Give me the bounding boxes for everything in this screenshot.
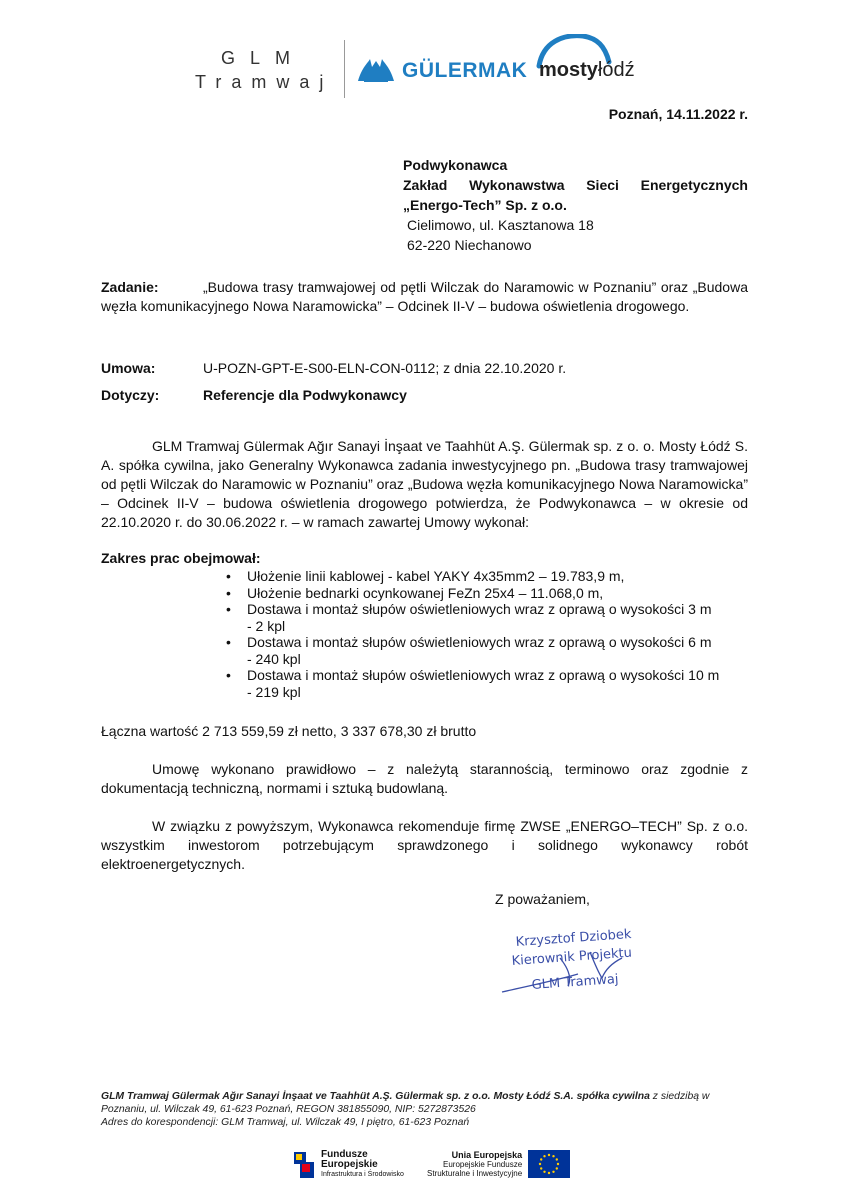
- gulermak-logo: [356, 55, 527, 87]
- recipient-city: 62-220 Niechanowo: [407, 237, 532, 253]
- task-label: Zadanie:: [101, 279, 159, 295]
- unia-europejska-logo: [427, 1150, 570, 1178]
- scope-item: [225, 667, 745, 700]
- mosty-lodz-logo: [533, 34, 663, 88]
- glm-logo-line1: GLM: [221, 48, 306, 68]
- total-value: Łączna wartość 2 713 559,59 zł netto, 3 337 678,30 zł brutto: [101, 723, 477, 739]
- letter-date: Poznań, 14.11.2022 r.: [608, 106, 748, 122]
- eu-star: [543, 1171, 545, 1173]
- glm-logo-line2: Tramwaj: [195, 72, 334, 92]
- gulermak-emblem-icon: [356, 57, 396, 85]
- recipient-name-line1: Zakład Wykonawstwa Sieci Energetycznych: [403, 177, 748, 193]
- gulermak-wordmark: GÜLERMAK: [402, 59, 528, 82]
- footer-correspondence: Adres do korespondencji: GLM Tramwaj, ul. Wilczak 49, I piętro, 61-623 Poznań: [101, 1117, 470, 1128]
- paragraph-2-text: Umowę wykonano prawidłowo – z należytą starannością, terminowo oraz zgodnie z dokumentacją techniczną, normami i sztuką budowlaną.: [101, 761, 748, 796]
- scope-item-text: Ułożenie linii kablowej - kabel YAKY 4x35mm2 – 19.783,9 m,: [247, 568, 625, 584]
- task-block: [101, 278, 748, 316]
- eu-star: [556, 1158, 558, 1160]
- recipient-name-line2: „Energo-Tech” Sp. z o.o.: [403, 197, 567, 213]
- recipient-street: Cielimowo, ul. Kasztanowa 18: [407, 217, 594, 233]
- footer-company-name: GLM Tramwaj Gülermak Ağır Sanayi İnşaat ve Taahhüt A.Ş. Gülermak sp. z o.o. Mosty Łódź S.A. spółka cywilna: [101, 1091, 650, 1102]
- mosty-wordmark: [539, 59, 635, 82]
- scope-item: [225, 601, 745, 634]
- eu-star: [552, 1171, 554, 1173]
- eu-star: [540, 1158, 542, 1160]
- scope-item: [225, 585, 745, 602]
- scope-item-text: Dostawa i montaż słupów oświetleniowych wraz z oprawą o wysokości 10 m: [247, 667, 720, 683]
- scope-list: [225, 568, 745, 700]
- signature-stamp: [498, 928, 663, 998]
- recipient-block: [403, 155, 748, 255]
- paragraph-3-text: W związku z powyższym, Wykonawca rekomenduje firmę ZWSE „ENERGO–TECH” Sp. z o.o. wszystkim inwestorom potrzebującym sprawdzonego i solidnego wykonawcy robót elektroenergetycznych.: [101, 818, 748, 872]
- task-text: „Budowa trasy tramwajowej od pętli Wilczak do Naramowic w Poznaniu” oraz „Budowa węzła komunikacyjnego Nowa Naramowicka” – Odcinek II-V – budowa oświetlenia drogowego.: [101, 279, 748, 314]
- footer-company-address: z siedzibą w Poznaniu, ul. Wilczak 49, 61-623 Poznań, REGON 381855090, NIP: 5272873526: [101, 1091, 710, 1115]
- mosty-bold: mosty: [539, 59, 598, 81]
- signature-stamp-graphic: [498, 928, 663, 998]
- contract-text: U-POZN-GPT-E-S00-ELN-CON-0112; z dnia 22.10.2020 r.: [203, 360, 567, 376]
- footer-company-info: [101, 1090, 748, 1129]
- paragraph-1-text: GLM Tramwaj Gülermak Ağır Sanayi İnşaat ve Taahhüt A.Ş. Gülermak sp. z o. o. Mosty Łódź S. A. spółka cywilna, jako Generalny Wykonawca zadania inwestycyjnego pn. „Budowa trasy tramwajowej od pętli Wilczak do Naramowic w Poznaniu” oraz „Budowa węzła komunikacyjnego Nowa Naramowicka” – Odcinek II-V – budowa oświetlenia drogowego potwierdza, że Podwykonawca – w okresie od 22.10.2020 r. do 30.06.2022 r. – w ramach zawartej Umowy wykonał:: [101, 438, 748, 530]
- funds-line3: Infrastruktura i Środowisko: [321, 1171, 404, 1178]
- scope-item-text: Ułożenie bednarki ocynkowanej FeZn 25x4 – 11.068,0 m,: [247, 584, 604, 601]
- body-paragraph-3: [101, 817, 748, 874]
- funds-line2: Europejskie: [321, 1159, 378, 1170]
- eu-star: [552, 1155, 554, 1157]
- logo-separator: [344, 40, 345, 98]
- scope-item-quantity: - 240 kpl: [247, 650, 301, 667]
- eu-star: [557, 1163, 559, 1165]
- svg-text:GLM Tramwaj: GLM Tramwaj: [531, 971, 619, 993]
- funds-line1: Fundusze: [321, 1149, 368, 1160]
- recipient-role: Podwykonawca: [403, 157, 508, 173]
- union-line2: Europejskie Fundusze: [443, 1159, 523, 1169]
- scope-item-quantity: - 219 kpl: [247, 683, 301, 700]
- eu-star: [540, 1167, 542, 1169]
- eu-star: [548, 1154, 550, 1156]
- regards-label: Dotyczy:: [101, 387, 160, 403]
- scope-item-text: Dostawa i montaż słupów oświetleniowych wraz z oprawą o wysokości 3 m: [247, 601, 712, 617]
- scope-item: [225, 568, 745, 585]
- glm-tramwaj-logo: [195, 48, 335, 93]
- contract-label: Umowa:: [101, 360, 156, 376]
- union-line1: Unia Europejska: [451, 1149, 523, 1160]
- scope-item-text: Dostawa i montaż słupów oświetleniowych wraz z oprawą o wysokości 6 m: [247, 634, 712, 650]
- svg-text:Krzysztof Dziobek: Krzysztof Dziobek: [515, 928, 632, 950]
- eu-flag-icon: [528, 1150, 570, 1178]
- svg-text:Kierownik Projektu: Kierownik Projektu: [511, 945, 633, 969]
- body-paragraph-2: [101, 760, 748, 798]
- regards-text: Referencje dla Podwykonawcy: [203, 387, 407, 403]
- fundusze-europejskie-icon: [292, 1150, 316, 1180]
- eu-star: [548, 1172, 550, 1174]
- scope-item-quantity: - 2 kpl: [247, 617, 286, 634]
- body-paragraph-1: [101, 437, 748, 532]
- eu-star: [556, 1167, 558, 1169]
- eu-star: [543, 1155, 545, 1157]
- mosty-city: łódź: [597, 59, 635, 81]
- union-line3: Strukturalne i Inwestycyjne: [427, 1168, 523, 1178]
- closing-greeting: Z poważaniem,: [495, 891, 590, 907]
- scope-title: Zakres prac obejmował:: [101, 550, 261, 566]
- eu-star: [539, 1163, 541, 1165]
- scope-item: [225, 634, 745, 667]
- fundusze-europejskie-logo: [292, 1147, 417, 1183]
